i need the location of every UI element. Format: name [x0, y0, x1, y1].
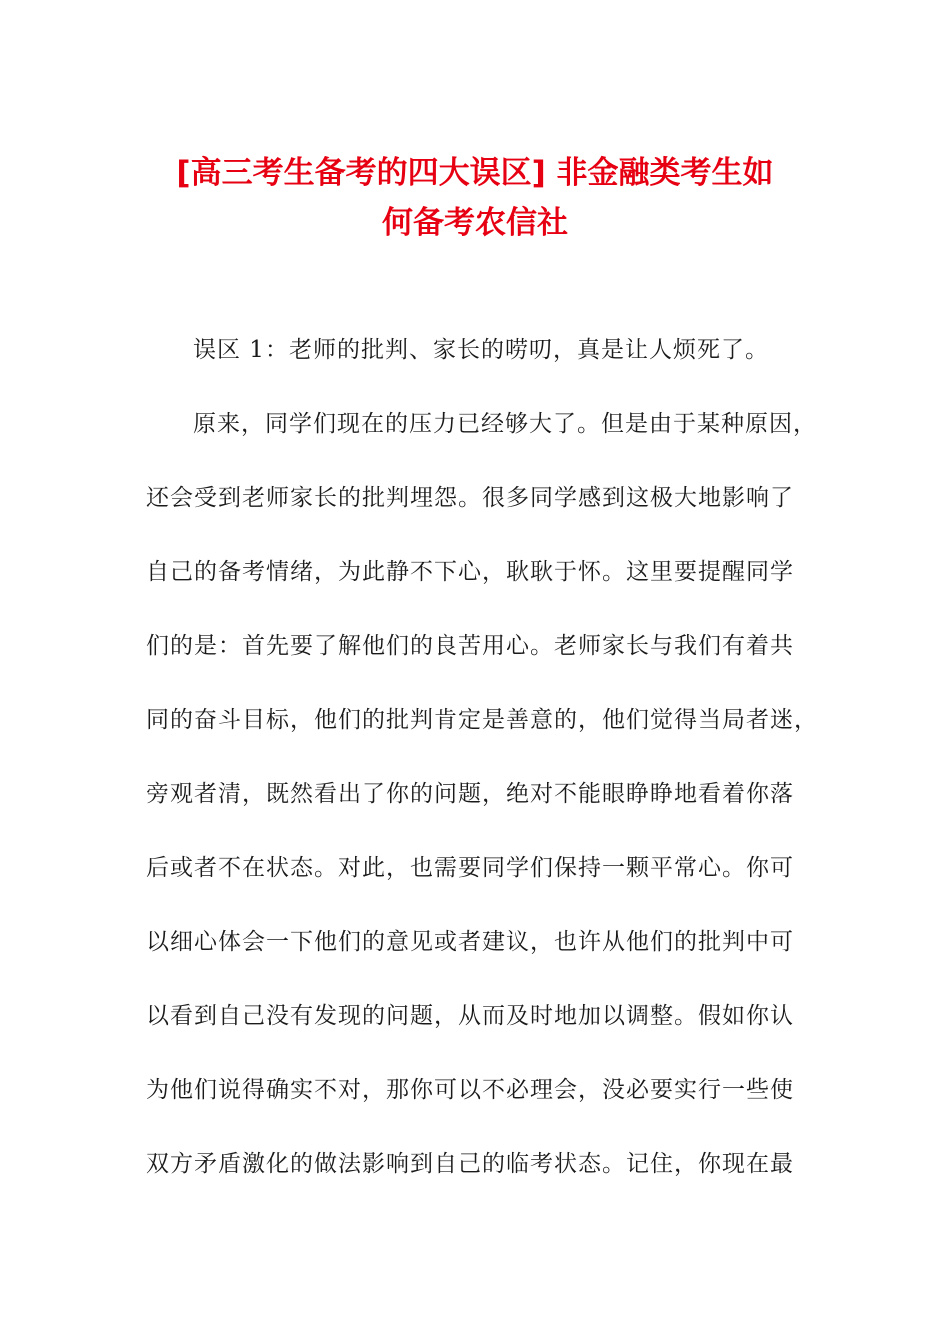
paragraph-line: 后或者不在状态。对此，也需要同学们保持一颗平常心。你可 — [146, 855, 794, 881]
paragraph-line: 同的奋斗目标，他们的批判肯定是善意的，他们觉得当局者迷， — [146, 707, 818, 733]
paragraph-line: 以看到自己没有发现的问题，从而及时地加以调整。假如你认 — [146, 1003, 794, 1029]
paragraph-heading-line: 误区 1：老师的批判、家长的唠叨，真是让人烦死了。 — [193, 337, 769, 363]
paragraph-line: 旁观者清，既然看出了你的问题，绝对不能眼睁睁地看着你落 — [146, 781, 794, 807]
paragraph-line: 原来，同学们现在的压力已经够大了。但是由于某种原因， — [193, 411, 817, 437]
document-body — [146, 323, 818, 1211]
paragraph-line: 自己的备考情绪，为此静不下心，耿耿于怀。这里要提醒同学 — [146, 559, 794, 585]
document-title — [120, 148, 830, 248]
paragraph-line: 还会受到老师家长的批判埋怨。很多同学感到这极大地影响了 — [146, 485, 794, 511]
paragraph-line: 以细心体会一下他们的意见或者建议，也许从他们的批判中可 — [146, 929, 794, 955]
paragraph-line: 为他们说得确实不对，那你可以不必理会，没必要实行一些使 — [146, 1077, 794, 1103]
paragraph-line: 们的是：首先要了解他们的良苦用心。老师家长与我们有着共 — [146, 633, 794, 659]
paragraph-line: 双方矛盾激化的做法影响到自己的临考状态。记住，你现在最 — [146, 1151, 794, 1177]
title-line-2: 何备考农信社 — [382, 205, 568, 241]
title-line-1: [高三考生备考的四大误区] 非金融类考生如 — [176, 155, 774, 191]
